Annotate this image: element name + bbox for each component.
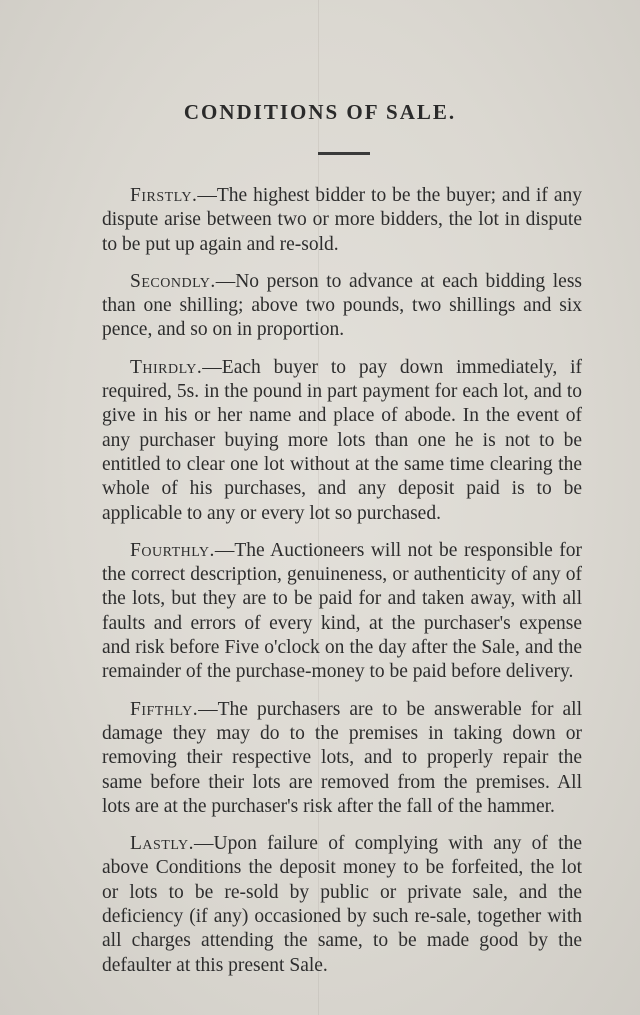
condition-lead: Thirdly.: [130, 356, 203, 378]
condition-text: —The Auctioneers will not be responsible for the correct description, genuineness, or authenticity of any of the lots, but they are to be paid for and taken away, with all faults and errors of every kind, at the purchaser's expense and risk before Five o'clock on the day after the Sale, and the remainder of the purchase-money to be paid before delivery.: [102, 539, 582, 683]
condition-paragraph: [102, 184, 582, 257]
condition-text: —Upon failure of complying with any of the above Conditions the deposit money to be forfeited, the lot or lots to be re-sold by public or private sale, and the deficiency (if any) occasioned by such re-sale, together with all charges attending the same, to be made good by the defaulter at this present Sale.: [102, 833, 582, 976]
condition-paragraph: [102, 832, 582, 978]
title-rule: [318, 152, 370, 155]
condition-lead: Lastly.: [130, 833, 194, 855]
conditions-list: [102, 184, 582, 991]
condition-paragraph: [102, 270, 582, 343]
condition-lead: Fourthly.: [130, 539, 215, 561]
condition-text: —No person to advance at each bidding less than one shilling; above two pounds, two shillings and six pence, and so on in proportion.: [102, 270, 582, 341]
condition-lead: Secondly.: [130, 270, 216, 292]
condition-paragraph: [102, 698, 582, 819]
condition-lead: Firstly.: [130, 185, 198, 206]
condition-text: —The highest bidder to be the buyer; and if any dispute arise between two or more bidders, the lot in dispute to be put up again and re-sold.: [102, 185, 582, 255]
condition-lead: Fifthly.: [130, 698, 199, 720]
page-title: CONDITIONS OF SALE.: [183, 100, 457, 124]
condition-text: —Each buyer to pay down immediately, if required, 5s. in the pound in part payment for each lot, and to give in his or her name and place of abode. In the event of any purchaser buying more lots than one he is not to be entitled to clear one lot without at the same time clearing the whole of his purchases, and any deposit paid is to be applicable to any or every lot so purchased.: [102, 356, 582, 524]
condition-text: —The purchasers are to be answerable for all damage they may do to the premises in taking down or removing their respective lots, and to properly repair the same before their lots are removed from the premises. All lots are at the purchaser's risk after the fall of the hammer.: [102, 698, 582, 817]
condition-paragraph: [102, 539, 582, 685]
condition-paragraph: [102, 356, 582, 526]
